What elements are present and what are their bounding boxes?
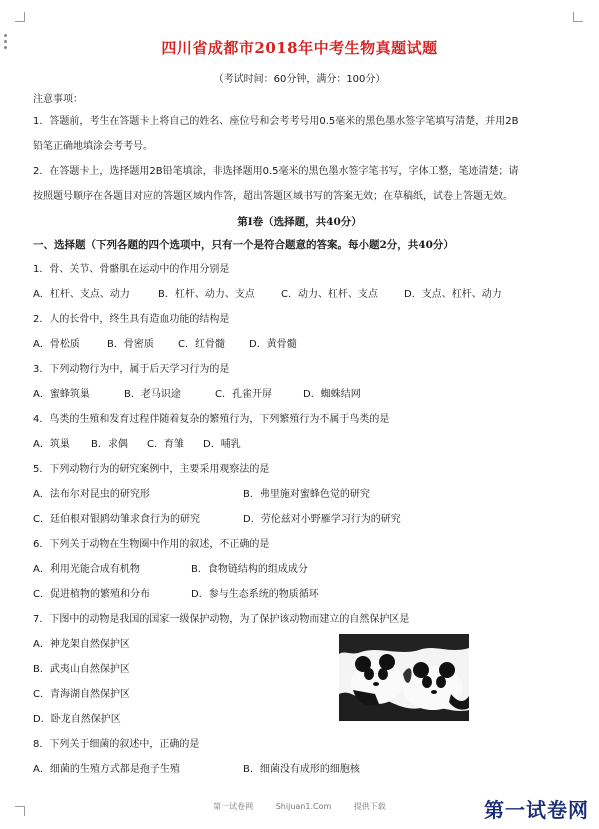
option: B．细菌没有成形的细胞核 <box>243 764 360 775</box>
option: B．弗里施对蜜蜂色觉的研究 <box>243 489 370 500</box>
question-stem: 3．下列动物行为中，属于后天学习行为的是 <box>33 364 230 375</box>
option: D．黄骨髓 <box>249 339 297 350</box>
option: A．细菌的生殖方式都是孢子生殖 <box>33 764 180 775</box>
option: B．食物链结构的组成成分 <box>191 564 308 575</box>
option: D．哺乳 <box>203 439 241 450</box>
question-stem: 2．人的长骨中，终生具有造血功能的结构是 <box>33 314 230 325</box>
notice-item-2-line-2: 按照题号顺序在各题目对应的答题区域内作答，超出答题区域书写的答案无效；在草稿纸，试卷上答题无效。 <box>33 191 513 202</box>
option: D．卧龙自然保护区 <box>33 714 121 725</box>
option: A．筑巢 <box>33 439 70 450</box>
notice-item-1-line-2: 铅笔正确地填涂会考考号。 <box>33 141 153 152</box>
option: A．蜜蜂筑巢 <box>33 389 90 400</box>
footer-site-url[interactable]: Shijuan1.Com <box>275 802 332 811</box>
option: C．动力、杠杆、支点 <box>281 289 378 300</box>
option: A．骨松质 <box>33 339 80 350</box>
crop-mark-top-left <box>15 12 25 22</box>
option: D．劳伦兹对小野雁学习行为的研究 <box>243 514 401 525</box>
section-title: 一、选择题（下列各题的四个选项中，只有一个是符合题意的答案。每小题2分，共40分） <box>33 239 454 251</box>
question-stem: 4．鸟类的生殖和发育过程伴随着复杂的繁殖行为，下列繁殖行为不属于鸟类的是 <box>33 414 390 425</box>
option: B．杠杆、动力、支点 <box>158 289 255 300</box>
notice-item-2-line-1: 2．在答题卡上，选择题用2B铅笔填涂，非选择题用0.5毫米的黑色墨水签字笔书写，字体工整，笔迹清楚；请 <box>33 166 519 177</box>
option: A．利用光能合成有机物 <box>33 564 140 575</box>
option: D．蜘蛛结网 <box>303 389 361 400</box>
option: B．求偶 <box>91 439 128 450</box>
option: B．武夷山自然保护区 <box>33 664 130 675</box>
option: D．参与生态系统的物质循环 <box>191 589 319 600</box>
option: C．廷伯根对银鸥幼雏求食行为的研究 <box>33 514 200 525</box>
option: C．青海湖自然保护区 <box>33 689 130 700</box>
option: C．红骨髓 <box>178 339 225 350</box>
option: C．孔雀开屏 <box>215 389 272 400</box>
notice-item-1-line-1: 1．答题前，考生在答题卡上将自己的姓名、座位号和会考考号用0.5毫米的黑色墨水签字笔填写清楚，并用2B <box>33 116 519 127</box>
volume-title: 第Ⅰ卷（选择题，共40分） <box>237 216 362 228</box>
option: A．杠杆、支点、动力 <box>33 289 130 300</box>
footer-download-note: 提供下载 <box>353 802 386 811</box>
notice-heading: 注意事项： <box>33 94 83 105</box>
option: D．支点、杠杆、动力 <box>404 289 502 300</box>
question-stem: 6．下列关于动物在生物圈中作用的叙述，不正确的是 <box>33 539 270 550</box>
question-stem: 5．下列动物行为的研究案例中，主要采用观察法的是 <box>33 464 270 475</box>
page-title: 四川省成都市2018年中考生物真题试题 <box>161 39 438 57</box>
option: B．骨密质 <box>107 339 154 350</box>
question-stem: 1．骨、关节、骨骼肌在运动中的作用分别是 <box>33 264 230 275</box>
question-stem: 8．下列关于细菌的叙述中，正确的是 <box>33 739 200 750</box>
option: A．神龙架自然保护区 <box>33 639 130 650</box>
crop-mark-top-right <box>573 12 583 22</box>
site-brand-logo: 第一试卷网 <box>484 798 589 822</box>
option: C．促进植物的繁殖和分布 <box>33 589 150 600</box>
option: B．老马识途 <box>124 389 181 400</box>
exam-info: （考试时间：60分钟，满分：100分） <box>213 74 386 85</box>
option: A．法布尔对昆虫的研究形 <box>33 489 150 500</box>
option: C．育雏 <box>147 439 184 450</box>
footer-site-name: 第一试卷网 <box>213 802 254 811</box>
giant-panda-photo <box>339 634 469 721</box>
question-stem: 7．下图中的动物是我国的国家一级保护动物，为了保护该动物而建立的自然保护区是 <box>33 614 410 625</box>
